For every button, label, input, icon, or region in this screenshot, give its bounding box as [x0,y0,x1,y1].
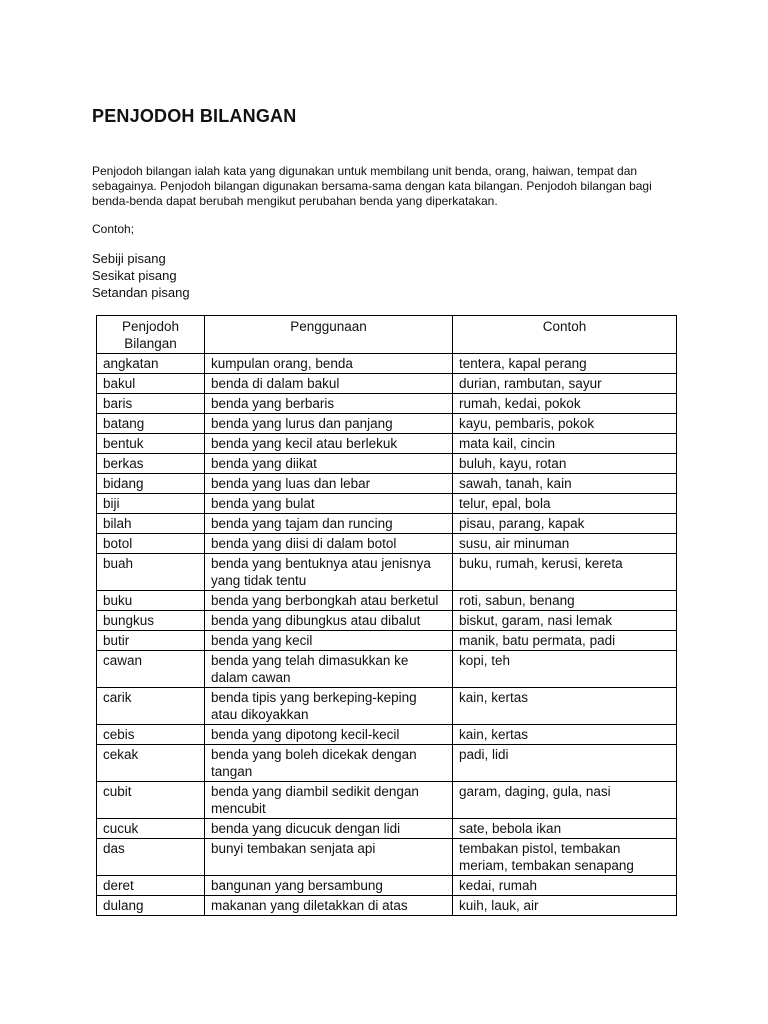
cell-contoh: buku, rumah, kerusi, kereta [453,554,677,591]
cell-penggunaan: makanan yang diletakkan di atas [205,896,453,916]
table-row [97,896,677,916]
cell-contoh: pisau, parang, kapak [453,514,677,534]
cell-penjodoh: cekak [97,745,205,782]
cell-contoh: buluh, kayu, rotan [453,454,677,474]
cell-penggunaan: benda yang lurus dan panjang [205,414,453,434]
cell-penjodoh: biji [97,494,205,514]
table-row [97,434,677,454]
cell-penjodoh: bungkus [97,611,205,631]
table-row [97,631,677,651]
table-row [97,839,677,876]
cell-penggunaan: benda yang bulat [205,494,453,514]
cell-contoh: rumah, kedai, pokok [453,394,677,414]
table-row [97,414,677,434]
cell-penggunaan: benda yang berbongkah atau berketul [205,591,453,611]
cell-penjodoh: deret [97,876,205,896]
cell-penjodoh: cebis [97,725,205,745]
cell-penjodoh: buku [97,591,205,611]
table-header-row [97,316,677,354]
header-penjodoh-bilangan: Penjodoh Bilangan [97,316,205,354]
table-row [97,688,677,725]
cell-contoh: padi, lidi [453,745,677,782]
table-row [97,611,677,631]
cell-penjodoh: das [97,839,205,876]
cell-penggunaan: benda tipis yang berkeping-keping atau dikoyakkan [205,688,453,725]
table-row [97,745,677,782]
table-row [97,782,677,819]
cell-contoh: kedai, rumah [453,876,677,896]
cell-penggunaan: benda yang bentuknya atau jenisnya yang tidak tentu [205,554,453,591]
cell-penjodoh: butir [97,631,205,651]
cell-contoh: sawah, tanah, kain [453,474,677,494]
cell-penjodoh: botol [97,534,205,554]
cell-penggunaan: benda yang diisi di dalam botol [205,534,453,554]
table-row [97,474,677,494]
table-row [97,554,677,591]
cell-contoh: durian, rambutan, sayur [453,374,677,394]
cell-penjodoh: cucuk [97,819,205,839]
cell-penggunaan: benda yang dibungkus atau dibalut [205,611,453,631]
cell-penjodoh: bilah [97,514,205,534]
table-row [97,514,677,534]
cell-contoh: kuih, lauk, air [453,896,677,916]
table-row [97,651,677,688]
cell-penjodoh: bidang [97,474,205,494]
cell-contoh: biskut, garam, nasi lemak [453,611,677,631]
table-row [97,394,677,414]
cell-contoh: kopi, teh [453,651,677,688]
intro-paragraph: Penjodoh bilangan ialah kata yang digunakan untuk membilang unit benda, orang, haiwan, tempat dan sebagainya. Penjodoh bilangan digunakan bersama-sama dengan kata bilangan. Penjodoh bilangan bagi benda-benda dapat berubah mengikut perubahan benda yang diperkatakan. [92,164,652,208]
table-row [97,354,677,374]
table-row [97,876,677,896]
example-item: Setandan pisang [92,285,190,300]
cell-penggunaan: benda di dalam bakul [205,374,453,394]
cell-contoh: roti, sabun, benang [453,591,677,611]
cell-contoh: kain, kertas [453,688,677,725]
table-row [97,591,677,611]
cell-penjodoh: bakul [97,374,205,394]
cell-penjodoh: bentuk [97,434,205,454]
penjodoh-table [96,315,677,916]
cell-contoh: tentera, kapal perang [453,354,677,374]
cell-penggunaan: bunyi tembakan senjata api [205,839,453,876]
header-contoh: Contoh [453,316,677,354]
cell-contoh: sate, bebola ikan [453,819,677,839]
cell-contoh: mata kail, cincin [453,434,677,454]
table-row [97,454,677,474]
cell-penjodoh: cubit [97,782,205,819]
header-penggunaan: Penggunaan [205,316,453,354]
cell-penggunaan: benda yang diikat [205,454,453,474]
cell-contoh: manik, batu permata, padi [453,631,677,651]
cell-contoh: susu, air minuman [453,534,677,554]
cell-penjodoh: berkas [97,454,205,474]
cell-contoh: garam, daging, gula, nasi [453,782,677,819]
cell-penggunaan: benda yang dicucuk dengan lidi [205,819,453,839]
cell-penggunaan: benda yang diambil sedikit dengan mencubit [205,782,453,819]
example-item: Sesikat pisang [92,268,177,283]
cell-penjodoh: dulang [97,896,205,916]
table-body [97,354,677,916]
cell-contoh: kayu, pembaris, pokok [453,414,677,434]
cell-penggunaan: benda yang dipotong kecil-kecil [205,725,453,745]
cell-penggunaan: bangunan yang bersambung [205,876,453,896]
cell-penjodoh: batang [97,414,205,434]
cell-penggunaan: benda yang kecil atau berlekuk [205,434,453,454]
cell-contoh: telur, epal, bola [453,494,677,514]
cell-penggunaan: benda yang telah dimasukkan ke dalam cawan [205,651,453,688]
contoh-label: Contoh; [92,222,135,236]
cell-contoh: kain, kertas [453,725,677,745]
table-row [97,819,677,839]
cell-penjodoh: carik [97,688,205,725]
cell-penggunaan: benda yang kecil [205,631,453,651]
table-row [97,725,677,745]
table-row [97,534,677,554]
cell-penjodoh: buah [97,554,205,591]
cell-penjodoh: baris [97,394,205,414]
page-title: PENJODOH BILANGAN [92,106,297,126]
example-item: Sebiji pisang [92,251,166,266]
cell-contoh: tembakan pistol, tembakan meriam, tembakan senapang [453,839,677,876]
cell-penjodoh: angkatan [97,354,205,374]
example-list [92,250,190,301]
cell-penggunaan: kumpulan orang, benda [205,354,453,374]
table-row [97,494,677,514]
cell-penggunaan: benda yang boleh dicekak dengan tangan [205,745,453,782]
cell-penggunaan: benda yang tajam dan runcing [205,514,453,534]
cell-penggunaan: benda yang berbaris [205,394,453,414]
cell-penjodoh: cawan [97,651,205,688]
cell-penggunaan: benda yang luas dan lebar [205,474,453,494]
table-row [97,374,677,394]
